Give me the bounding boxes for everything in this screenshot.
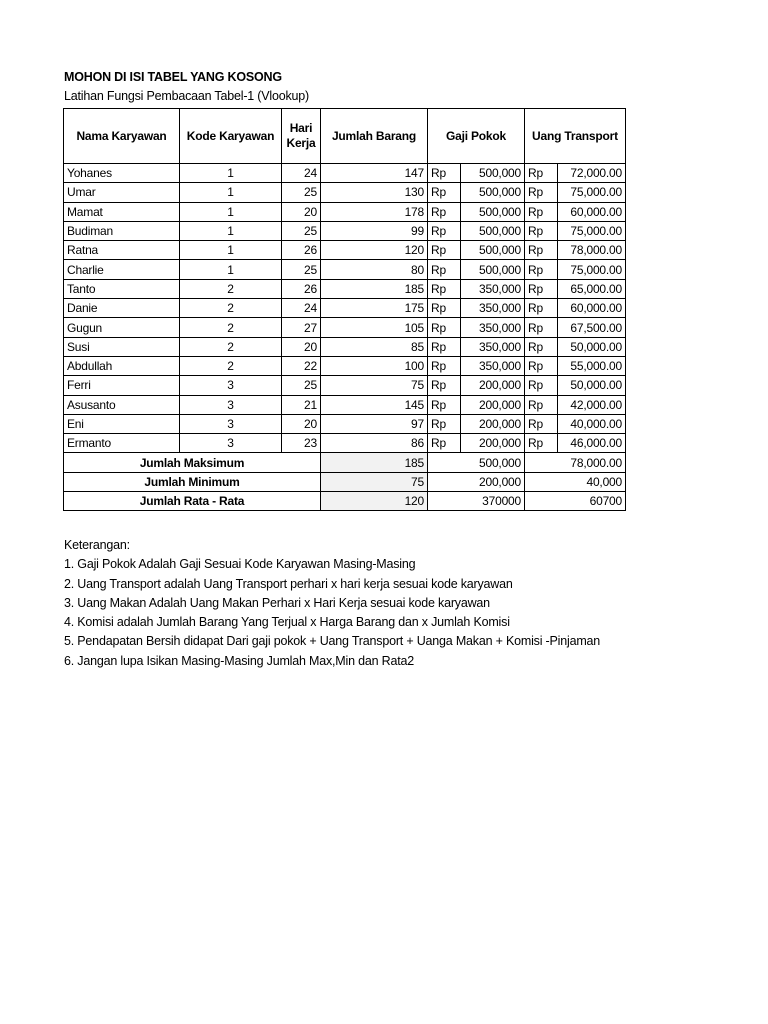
cell-transport-currency: Rp <box>525 395 558 414</box>
cell-nama-karyawan: Budiman <box>64 221 180 240</box>
cell-uang-transport: 40,000.00 <box>558 414 626 433</box>
cell-nama-karyawan: Abdullah <box>64 356 180 375</box>
summary-label: Jumlah Maksimum <box>64 453 321 472</box>
cell-kode-karyawan: 1 <box>180 202 282 221</box>
cell-gaji-pokok: 350,000 <box>461 356 525 375</box>
cell-nama-karyawan: Susi <box>64 337 180 356</box>
cell-hari-kerja: 25 <box>282 183 321 202</box>
note-item: 2. Uang Transport adalah Uang Transport perhari x hari kerja sesuai kode karyawan <box>64 576 513 591</box>
cell-gaji-pokok: 350,000 <box>461 337 525 356</box>
table-row <box>64 337 626 356</box>
cell-nama-karyawan: Mamat <box>64 202 180 221</box>
cell-kode-karyawan: 2 <box>180 356 282 375</box>
cell-gaji-currency: Rp <box>428 202 461 221</box>
table-row <box>64 356 626 375</box>
cell-jumlah-barang: 85 <box>321 337 428 356</box>
cell-transport-currency: Rp <box>525 183 558 202</box>
cell-transport-currency: Rp <box>525 279 558 298</box>
notes-heading: Keterangan: <box>64 538 130 552</box>
cell-jumlah-barang: 105 <box>321 318 428 337</box>
cell-kode-karyawan: 2 <box>180 337 282 356</box>
table-row <box>64 183 626 202</box>
summary-jumlah-barang: 185 <box>321 453 428 472</box>
summary-label: Jumlah Minimum <box>64 472 321 491</box>
cell-transport-currency: Rp <box>525 376 558 395</box>
cell-jumlah-barang: 178 <box>321 202 428 221</box>
cell-kode-karyawan: 1 <box>180 221 282 240</box>
table-header-row <box>64 109 626 164</box>
cell-gaji-pokok: 500,000 <box>461 183 525 202</box>
cell-jumlah-barang: 185 <box>321 279 428 298</box>
cell-uang-transport: 60,000.00 <box>558 299 626 318</box>
cell-nama-karyawan: Eni <box>64 414 180 433</box>
cell-nama-karyawan: Yohanes <box>64 164 180 183</box>
summary-gaji-pokok: 200,000 <box>428 472 525 491</box>
cell-jumlah-barang: 99 <box>321 221 428 240</box>
cell-transport-currency: Rp <box>525 356 558 375</box>
cell-uang-transport: 78,000.00 <box>558 241 626 260</box>
cell-transport-currency: Rp <box>525 221 558 240</box>
cell-jumlah-barang: 80 <box>321 260 428 279</box>
cell-gaji-pokok: 200,000 <box>461 414 525 433</box>
header-hari-line2: Kerja <box>286 136 316 150</box>
cell-gaji-pokok: 500,000 <box>461 221 525 240</box>
cell-jumlah-barang: 97 <box>321 414 428 433</box>
cell-kode-karyawan: 1 <box>180 241 282 260</box>
note-item: 3. Uang Makan Adalah Uang Makan Perhari x Hari Kerja sesuai kode karyawan <box>64 595 490 610</box>
header-jumlah-barang: Jumlah Barang <box>321 109 428 164</box>
cell-gaji-pokok: 500,000 <box>461 202 525 221</box>
cell-gaji-pokok: 200,000 <box>461 376 525 395</box>
cell-hari-kerja: 23 <box>282 434 321 453</box>
notes-block <box>64 536 600 671</box>
cell-gaji-pokok: 200,000 <box>461 434 525 453</box>
summary-jumlah-barang: 75 <box>321 472 428 491</box>
cell-gaji-currency: Rp <box>428 241 461 260</box>
summary-uang-transport: 78,000.00 <box>525 453 626 472</box>
cell-kode-karyawan: 3 <box>180 376 282 395</box>
table-row <box>64 260 626 279</box>
cell-hari-kerja: 21 <box>282 395 321 414</box>
employee-table <box>63 108 626 511</box>
cell-kode-karyawan: 3 <box>180 414 282 433</box>
summary-gaji-pokok: 500,000 <box>428 453 525 472</box>
cell-gaji-currency: Rp <box>428 395 461 414</box>
cell-gaji-pokok: 350,000 <box>461 299 525 318</box>
cell-hari-kerja: 20 <box>282 202 321 221</box>
cell-uang-transport: 55,000.00 <box>558 356 626 375</box>
table-row <box>64 202 626 221</box>
cell-jumlah-barang: 130 <box>321 183 428 202</box>
note-item: 1. Gaji Pokok Adalah Gaji Sesuai Kode Karyawan Masing-Masing <box>64 557 416 572</box>
cell-hari-kerja: 25 <box>282 260 321 279</box>
note-item: 6. Jangan lupa Isikan Masing-Masing Jumlah Max,Min dan Rata2 <box>64 653 414 668</box>
cell-jumlah-barang: 86 <box>321 434 428 453</box>
cell-nama-karyawan: Tanto <box>64 279 180 298</box>
table-row <box>64 164 626 183</box>
cell-transport-currency: Rp <box>525 202 558 221</box>
cell-transport-currency: Rp <box>525 241 558 260</box>
cell-nama-karyawan: Ermanto <box>64 434 180 453</box>
cell-transport-currency: Rp <box>525 299 558 318</box>
cell-uang-transport: 42,000.00 <box>558 395 626 414</box>
header-hari-line1: Hari <box>289 121 313 135</box>
cell-jumlah-barang: 145 <box>321 395 428 414</box>
cell-uang-transport: 72,000.00 <box>558 164 626 183</box>
document-subtitle: Latihan Fungsi Pembacaan Tabel-1 (Vlookup) <box>64 89 309 103</box>
header-kode-karyawan: Kode Karyawan <box>180 109 282 164</box>
cell-hari-kerja: 24 <box>282 299 321 318</box>
cell-kode-karyawan: 1 <box>180 183 282 202</box>
cell-hari-kerja: 26 <box>282 279 321 298</box>
cell-uang-transport: 65,000.00 <box>558 279 626 298</box>
cell-hari-kerja: 25 <box>282 376 321 395</box>
cell-gaji-currency: Rp <box>428 183 461 202</box>
header-uang-transport: Uang Transport <box>525 109 626 164</box>
cell-gaji-currency: Rp <box>428 318 461 337</box>
header-nama-karyawan: Nama Karyawan <box>64 109 180 164</box>
cell-gaji-currency: Rp <box>428 414 461 433</box>
cell-uang-transport: 75,000.00 <box>558 221 626 240</box>
cell-jumlah-barang: 175 <box>321 299 428 318</box>
cell-uang-transport: 75,000.00 <box>558 260 626 279</box>
cell-gaji-currency: Rp <box>428 299 461 318</box>
cell-hari-kerja: 24 <box>282 164 321 183</box>
cell-gaji-pokok: 350,000 <box>461 318 525 337</box>
cell-gaji-currency: Rp <box>428 279 461 298</box>
table-row <box>64 241 626 260</box>
cell-gaji-currency: Rp <box>428 337 461 356</box>
summary-row <box>64 453 626 472</box>
cell-jumlah-barang: 75 <box>321 376 428 395</box>
cell-uang-transport: 60,000.00 <box>558 202 626 221</box>
cell-jumlah-barang: 147 <box>321 164 428 183</box>
cell-uang-transport: 50,000.00 <box>558 337 626 356</box>
header-hari-kerja <box>282 109 321 164</box>
cell-kode-karyawan: 2 <box>180 279 282 298</box>
cell-nama-karyawan: Charlie <box>64 260 180 279</box>
cell-hari-kerja: 26 <box>282 241 321 260</box>
cell-transport-currency: Rp <box>525 318 558 337</box>
cell-nama-karyawan: Danie <box>64 299 180 318</box>
cell-nama-karyawan: Ferri <box>64 376 180 395</box>
cell-kode-karyawan: 1 <box>180 164 282 183</box>
note-item: 4. Komisi adalah Jumlah Barang Yang Terjual x Harga Barang dan x Jumlah Komisi <box>64 615 510 630</box>
table-row <box>64 279 626 298</box>
table-row <box>64 414 626 433</box>
cell-gaji-currency: Rp <box>428 356 461 375</box>
table-row <box>64 376 626 395</box>
cell-gaji-currency: Rp <box>428 164 461 183</box>
cell-kode-karyawan: 1 <box>180 260 282 279</box>
table-row <box>64 299 626 318</box>
summary-uang-transport: 60700 <box>525 492 626 511</box>
summary-label: Jumlah Rata - Rata <box>64 492 321 511</box>
cell-gaji-currency: Rp <box>428 221 461 240</box>
cell-kode-karyawan: 2 <box>180 299 282 318</box>
cell-transport-currency: Rp <box>525 164 558 183</box>
cell-hari-kerja: 20 <box>282 414 321 433</box>
cell-kode-karyawan: 2 <box>180 318 282 337</box>
note-item: 5. Pendapatan Bersih didapat Dari gaji pokok + Uang Transport + Uanga Makan + Komisi -Pinjaman <box>64 634 601 649</box>
cell-uang-transport: 50,000.00 <box>558 376 626 395</box>
cell-gaji-currency: Rp <box>428 260 461 279</box>
summary-row <box>64 472 626 491</box>
summary-row <box>64 492 626 511</box>
cell-nama-karyawan: Asusanto <box>64 395 180 414</box>
cell-gaji-pokok: 500,000 <box>461 260 525 279</box>
table-row <box>64 318 626 337</box>
cell-hari-kerja: 25 <box>282 221 321 240</box>
cell-uang-transport: 67,500.00 <box>558 318 626 337</box>
summary-uang-transport: 40,000 <box>525 472 626 491</box>
table-row <box>64 221 626 240</box>
cell-nama-karyawan: Ratna <box>64 241 180 260</box>
cell-gaji-pokok: 200,000 <box>461 395 525 414</box>
cell-hari-kerja: 27 <box>282 318 321 337</box>
cell-gaji-currency: Rp <box>428 434 461 453</box>
cell-uang-transport: 46,000.00 <box>558 434 626 453</box>
cell-gaji-pokok: 500,000 <box>461 164 525 183</box>
cell-uang-transport: 75,000.00 <box>558 183 626 202</box>
table-row <box>64 434 626 453</box>
table-body <box>64 164 626 453</box>
cell-gaji-pokok: 350,000 <box>461 279 525 298</box>
cell-transport-currency: Rp <box>525 414 558 433</box>
cell-kode-karyawan: 3 <box>180 395 282 414</box>
table-summary <box>64 453 626 511</box>
cell-nama-karyawan: Gugun <box>64 318 180 337</box>
table-row <box>64 395 626 414</box>
summary-gaji-pokok: 370000 <box>428 492 525 511</box>
cell-gaji-pokok: 500,000 <box>461 241 525 260</box>
cell-kode-karyawan: 3 <box>180 434 282 453</box>
cell-hari-kerja: 22 <box>282 356 321 375</box>
document-title: MOHON DI ISI TABEL YANG KOSONG <box>64 70 282 84</box>
cell-jumlah-barang: 100 <box>321 356 428 375</box>
cell-transport-currency: Rp <box>525 260 558 279</box>
cell-hari-kerja: 20 <box>282 337 321 356</box>
summary-jumlah-barang: 120 <box>321 492 428 511</box>
cell-transport-currency: Rp <box>525 434 558 453</box>
cell-jumlah-barang: 120 <box>321 241 428 260</box>
cell-nama-karyawan: Umar <box>64 183 180 202</box>
header-gaji-pokok: Gaji Pokok <box>428 109 525 164</box>
cell-gaji-currency: Rp <box>428 376 461 395</box>
cell-transport-currency: Rp <box>525 337 558 356</box>
